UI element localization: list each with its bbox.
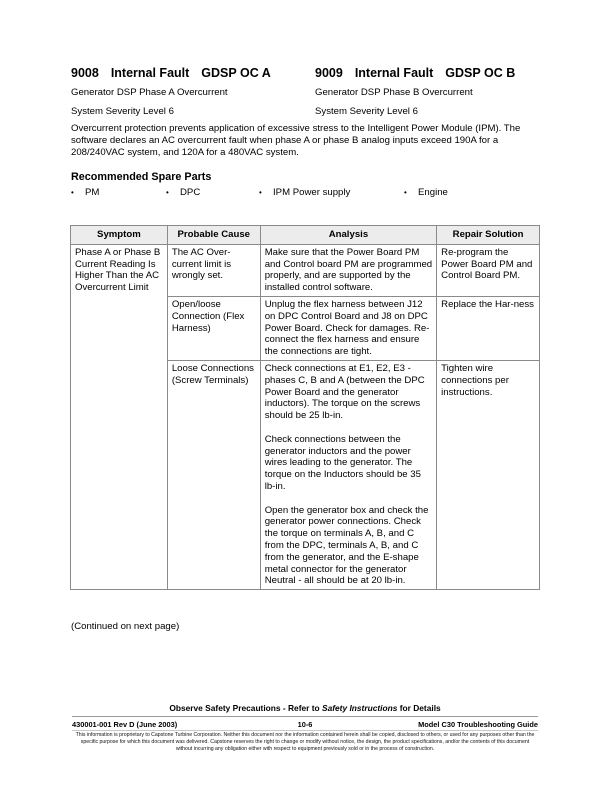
fault-title-9009	[315, 66, 527, 80]
fault-description-9008: Generator DSP Phase A Overcurrent	[71, 87, 228, 98]
spare-parts-heading: Recommended Spare Parts	[71, 171, 212, 183]
fault-code: 9009	[315, 66, 343, 80]
spare-part-item: • DPC	[166, 187, 201, 198]
legal-notice: This information is proprietary to Capstone Turbine Corporation. Neither this document nor the information contained herein shall be copied, disclosed to others, or used for any purposes other than the specific purpose for which this document was delivered. Capstone reserves the right to change or modify without notice, the design, the product specifications, and/or the contents of this document without incurring any obligation either with respect to equipment previously sold or in the process of construction.	[75, 732, 535, 752]
spare-part-item: • Engine	[404, 187, 448, 198]
symptom-cell: Phase A or Phase B Current Reading Is Higher Than the AC Overcurrent Limit	[71, 244, 168, 589]
continued-note: (Continued on next page)	[71, 621, 180, 632]
bullet-icon: •	[71, 188, 74, 197]
footer-divider	[72, 730, 538, 731]
analysis-cell: Make sure that the Power Board PM and Control board PM are programmed properly, and are supported by the installed control software.	[260, 244, 436, 296]
header-probable-cause: Probable Cause	[167, 226, 260, 245]
header-repair-solution: Repair Solution	[437, 226, 540, 245]
analysis-cell: Unplug the flex harness between J12 on DPC Control Board and J8 on DPC Power Board. Check for damages. Re-connect the flex harness and ensure the connections are tight.	[260, 296, 436, 360]
fault-category: Internal Fault	[110, 66, 190, 80]
footer-divider	[72, 716, 538, 717]
solution-cell: Replace the Har-ness	[437, 296, 540, 360]
header-analysis: Analysis	[260, 226, 436, 245]
fault-description-9009: Generator DSP Phase B Overcurrent	[315, 87, 473, 98]
fault-category: Internal Fault	[354, 66, 434, 80]
fault-title-9008	[71, 66, 283, 80]
spare-part-item: • IPM Power supply	[259, 187, 351, 198]
solution-cell: Re-program the Power Board PM and Control Board PM.	[437, 244, 540, 296]
bullet-icon: •	[404, 188, 407, 197]
bullet-icon: •	[259, 188, 262, 197]
guide-title: Model C30 Troubleshooting Guide	[418, 720, 538, 729]
fault-severity-9008: System Severity Level 6	[71, 106, 174, 117]
bullet-icon: •	[166, 188, 169, 197]
troubleshooting-table	[70, 225, 540, 590]
safety-notice: Observe Safety Precautions - Refer to Safety Instructions for Details	[169, 703, 441, 713]
table-header-row	[71, 226, 540, 245]
cause-cell: Loose Connections (Screw Terminals)	[167, 360, 260, 589]
fault-severity-9009: System Severity Level 6	[315, 106, 418, 117]
cause-cell: The AC Over-current limit is wrongly set.	[167, 244, 260, 296]
page-number: 10-6	[297, 720, 313, 729]
document-number: 430001-001 Rev D (June 2003)	[72, 720, 178, 729]
fault-name: GDSP OC B	[445, 66, 516, 80]
fault-name: GDSP OC A	[201, 66, 271, 80]
cause-cell: Open/loose Connection (Flex Harness)	[167, 296, 260, 360]
overview-paragraph: Overcurrent protection prevents application of excessive stress to the Intelligent Power Module (IPM). The software declares an AC overcurrent fault when phase A or phase B analog inputs exceed 190A for a 208/240VAC system, and 120A for a 480VAC system.	[71, 123, 521, 158]
header-symptom: Symptom	[71, 226, 168, 245]
analysis-cell: Check connections at E1, E2, E3 - phases C, B and A (between the DPC Power Board and the generator inductors). The torque on the screws should be 25 lb-in. Check connections between the generator inductors and the power wires leading to the generator. The torque on the Inductors should be 35 lb-in. Open the generator box and check the generator power connections. Check the torque on terminals A, B, and C from the DPC, terminals A, B, and C from the generator, and the E-shape metal connector for the generator Neutral - all should be at 20 lb-in.	[260, 360, 436, 589]
spare-part-item: • PM	[71, 187, 100, 198]
table-row	[71, 244, 540, 296]
fault-code: 9008	[71, 66, 99, 80]
solution-cell: Tighten wire connections per instructions.	[437, 360, 540, 589]
